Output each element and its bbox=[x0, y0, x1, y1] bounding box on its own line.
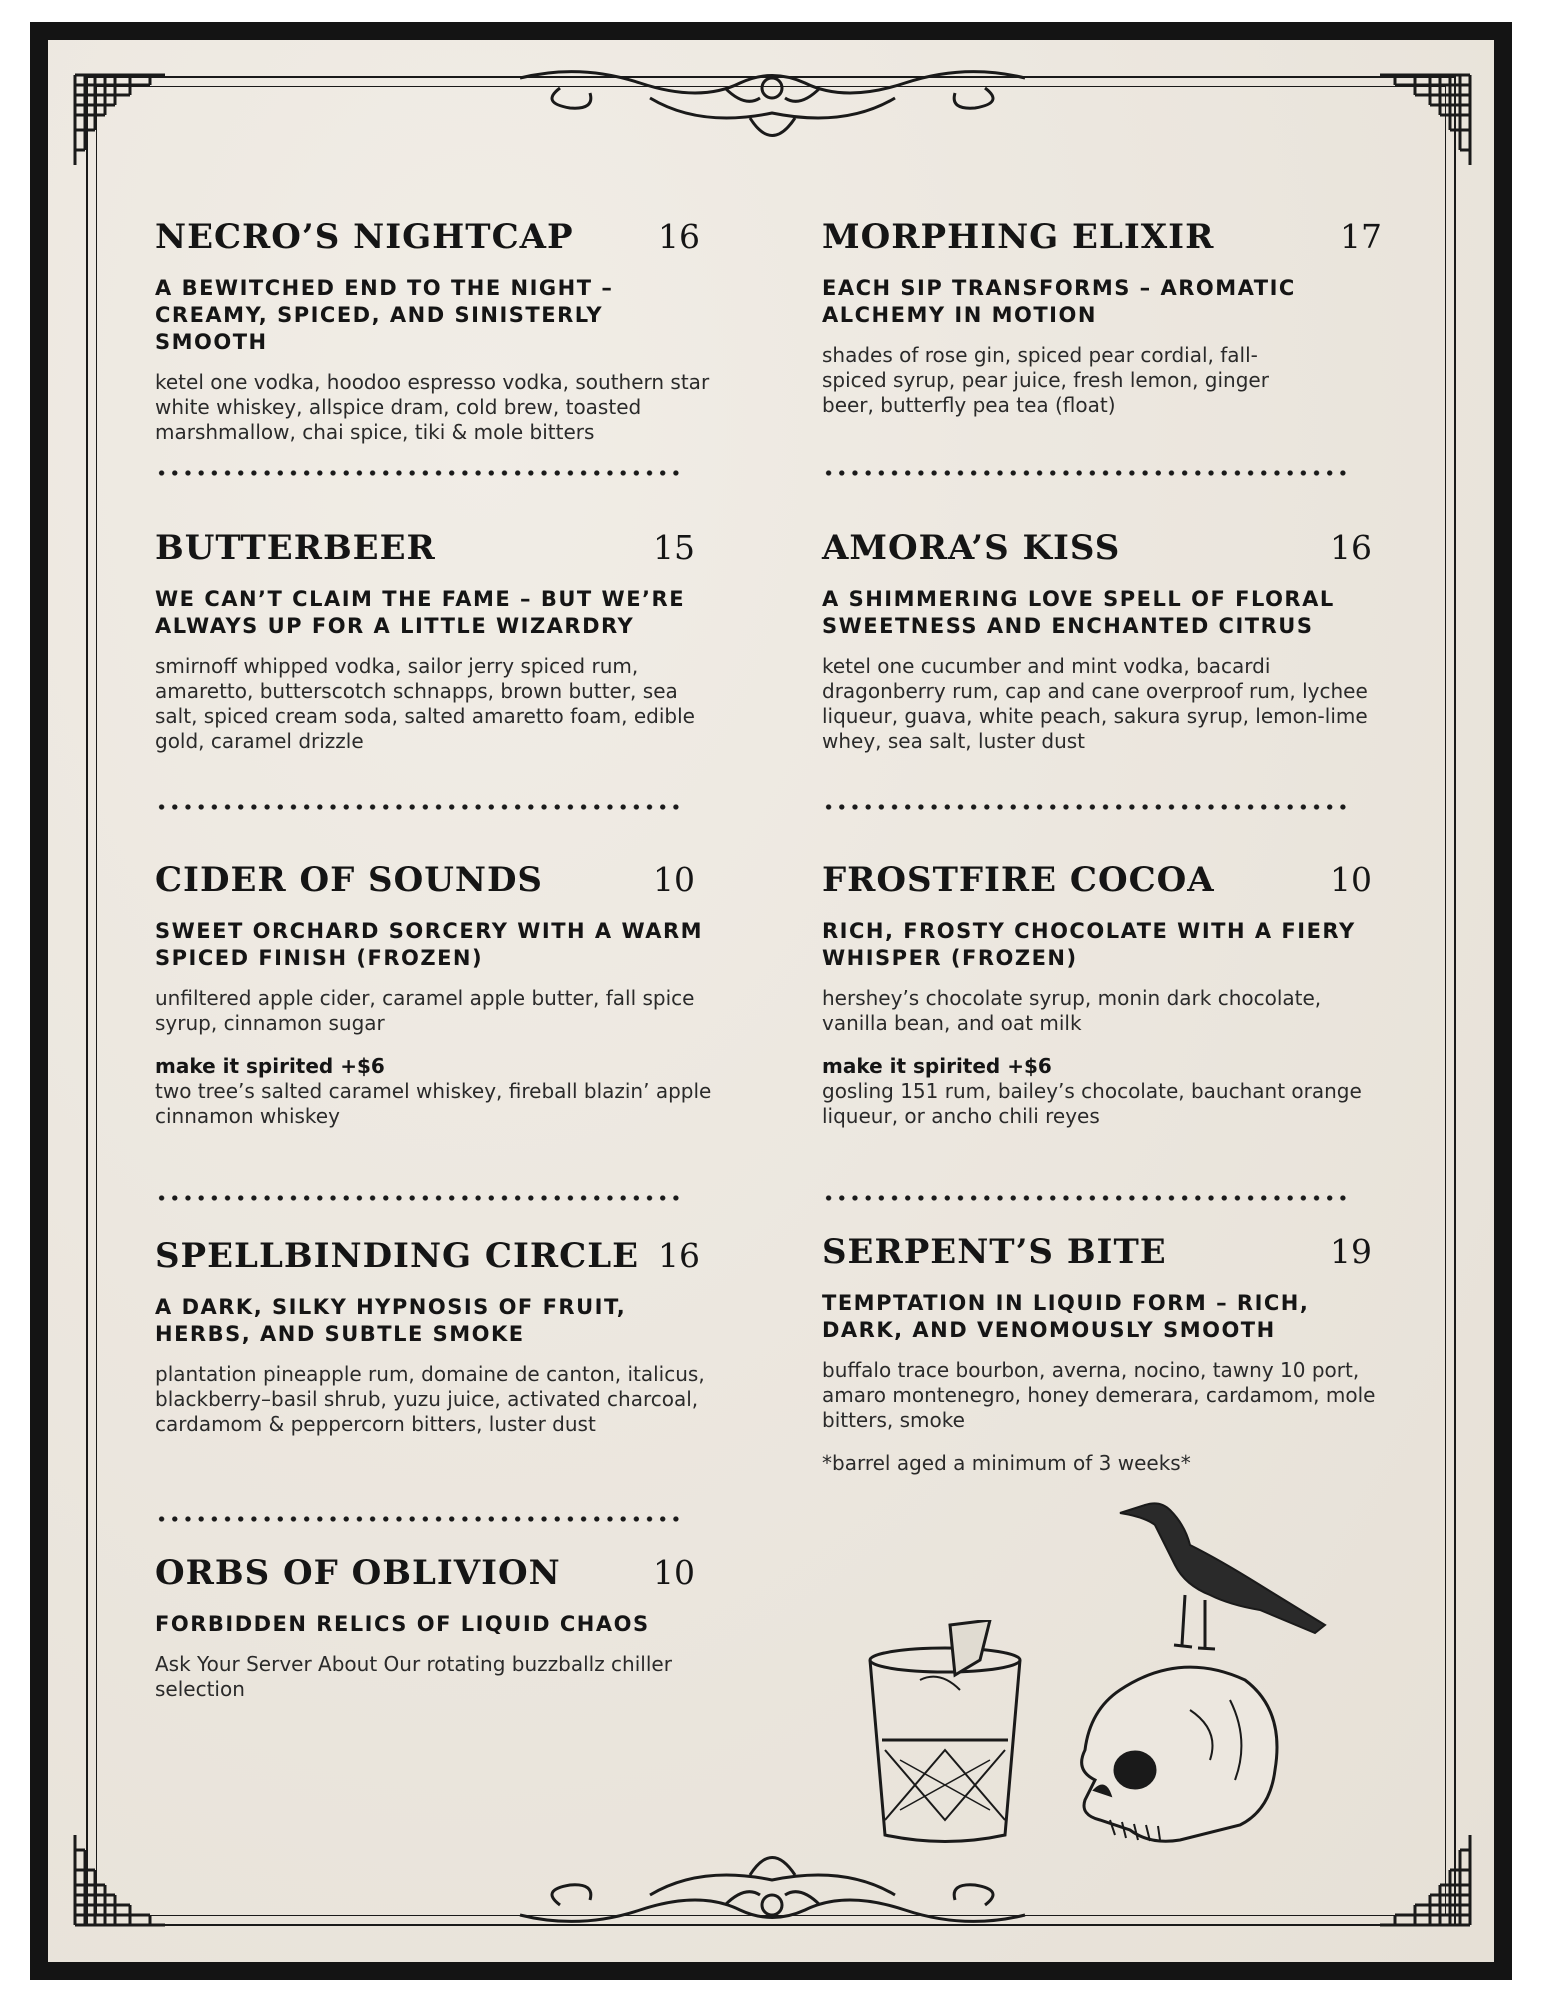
item-price: 15 bbox=[653, 528, 695, 567]
spirited-upgrade-label: make it spirited +$6 bbox=[155, 1054, 385, 1078]
skull-icon bbox=[1060, 1650, 1290, 1860]
item-tagline: EACH SIP TRANSFORMS – AROMATIC ALCHEMY IN MOTION bbox=[822, 276, 1296, 327]
item-name: MORPHING ELIXIR bbox=[822, 217, 1215, 257]
item-description: smirnoff whipped vodka, sailor jerry spiced rum, amaretto, butterscotch schnapps, brown butter, sea salt, spiced cream soda, salted amaretto foam, edible gold, caramel drizzle bbox=[155, 654, 695, 753]
item-price: 17 bbox=[1340, 217, 1382, 256]
lattice-corner-icon bbox=[1375, 70, 1475, 170]
item-price: 10 bbox=[653, 860, 695, 899]
menu-item-amoras-kiss bbox=[822, 528, 1382, 754]
dotted-divider bbox=[155, 1192, 683, 1204]
dotted-divider bbox=[155, 801, 683, 813]
item-name: SERPENT’S BITE bbox=[822, 1232, 1167, 1272]
item-description: ketel one vodka, hoodoo espresso vodka, southern star white whiskey, allspice dram, cold brew, toasted marshmallow, chai spice, tiki & mole bitters bbox=[155, 370, 710, 444]
lattice-corner-icon bbox=[70, 1830, 170, 1930]
item-name: CIDER OF SOUNDS bbox=[155, 860, 543, 900]
item-tagline: A BEWITCHED END TO THE NIGHT – CREAMY, SPICED, AND SINISTERLY SMOOTH bbox=[155, 276, 614, 354]
dotted-divider bbox=[155, 1513, 683, 1525]
menu-item-serpents-bite bbox=[822, 1232, 1382, 1476]
barrel-aged-note: *barrel aged a minimum of 3 weeks* bbox=[822, 1451, 1191, 1475]
item-description: Ask Your Server About Our rotating buzzballz chiller selection bbox=[155, 1652, 672, 1701]
item-price: 19 bbox=[1330, 1232, 1372, 1271]
cocktail-glass-icon bbox=[860, 1620, 1030, 1850]
menu-item-spellbinding-circle bbox=[155, 1236, 715, 1437]
spirited-upgrade-label: make it spirited +$6 bbox=[822, 1054, 1052, 1078]
lattice-corner-icon bbox=[1375, 1830, 1475, 1930]
menu-item-necros-nightcap bbox=[155, 217, 715, 445]
item-description: unfiltered apple cider, caramel apple butter, fall spice syrup, cinnamon sugar bbox=[155, 986, 695, 1035]
item-tagline: TEMPTATION IN LIQUID FORM – RICH, DARK, AND VENOMOUSLY SMOOTH bbox=[822, 1291, 1310, 1342]
item-tagline: WE CAN’T CLAIM THE FAME – BUT WE’RE ALWAYS UP FOR A LITTLE WIZARDRY bbox=[155, 587, 686, 638]
dotted-divider bbox=[155, 467, 683, 479]
dotted-divider bbox=[822, 801, 1350, 813]
item-price: 10 bbox=[653, 1553, 695, 1592]
dotted-divider bbox=[822, 467, 1350, 479]
menu-item-morphing-elixir bbox=[822, 217, 1382, 418]
item-name: SPELLBINDING CIRCLE bbox=[155, 1236, 640, 1276]
item-price: 16 bbox=[658, 217, 700, 256]
menu-item-butterbeer bbox=[155, 528, 715, 754]
item-price: 10 bbox=[1330, 860, 1372, 899]
item-name: ORBS OF OBLIVION bbox=[155, 1553, 561, 1593]
item-name: FROSTFIRE COCOA bbox=[822, 860, 1215, 900]
spirited-upgrade-options: two tree’s salted caramel whiskey, fireball blazin’ apple cinnamon whiskey bbox=[155, 1079, 712, 1128]
menu-item-cider-of-sounds bbox=[155, 860, 715, 1129]
item-name: AMORA’S KISS bbox=[822, 528, 1121, 568]
raven-icon bbox=[1110, 1495, 1330, 1665]
dotted-divider bbox=[822, 1192, 1350, 1204]
menu-item-orbs-of-oblivion bbox=[155, 1553, 715, 1702]
lattice-corner-icon bbox=[70, 70, 170, 170]
item-tagline: SWEET ORCHARD SORCERY WITH A WARM SPICED FINISH (FROZEN) bbox=[155, 919, 704, 970]
scroll-ornament-icon bbox=[500, 1845, 1045, 1935]
item-description: plantation pineapple rum, domaine de canton, italicus, blackberry–basil shrub, yuzu juice, activated charcoal, cardamom & peppercorn bitters, luster dust bbox=[155, 1362, 705, 1436]
item-tagline: A DARK, SILKY HYPNOSIS OF FRUIT, HERBS, AND SUBTLE SMOKE bbox=[155, 1295, 627, 1346]
item-description: shades of rose gin, spiced pear cordial, fall-spiced syrup, pear juice, fresh lemon, ginger beer, butterfly pea tea (float) bbox=[822, 343, 1269, 417]
item-name: NECRO’S NIGHTCAP bbox=[155, 217, 574, 257]
item-tagline: A SHIMMERING LOVE SPELL OF FLORAL SWEETNESS AND ENCHANTED CITRUS bbox=[822, 587, 1335, 638]
scroll-ornament-icon bbox=[500, 58, 1045, 148]
item-tagline: RICH, FROSTY CHOCOLATE WITH A FIERY WHISPER (FROZEN) bbox=[822, 919, 1356, 970]
menu-item-frostfire-cocoa bbox=[822, 860, 1382, 1129]
item-price: 16 bbox=[1330, 528, 1372, 567]
spirited-upgrade-options: gosling 151 rum, bailey’s chocolate, bauchant orange liqueur, or ancho chili reyes bbox=[822, 1079, 1362, 1128]
item-name: BUTTERBEER bbox=[155, 528, 436, 568]
item-description: buffalo trace bourbon, averna, nocino, tawny 10 port, amaro montenegro, honey demerara, cardamom, mole bitters, smoke bbox=[822, 1358, 1376, 1432]
item-tagline: FORBIDDEN RELICS OF LIQUID CHAOS bbox=[155, 1612, 650, 1636]
item-description: hershey’s chocolate syrup, monin dark chocolate, vanilla bean, and oat milk bbox=[822, 986, 1322, 1035]
item-description: ketel one cucumber and mint vodka, bacardi dragonberry rum, cap and cane overproof rum, lychee liqueur, guava, white peach, sakura syrup, lemon-lime whey, sea salt, luster dust bbox=[822, 654, 1368, 753]
item-price: 16 bbox=[658, 1236, 700, 1275]
